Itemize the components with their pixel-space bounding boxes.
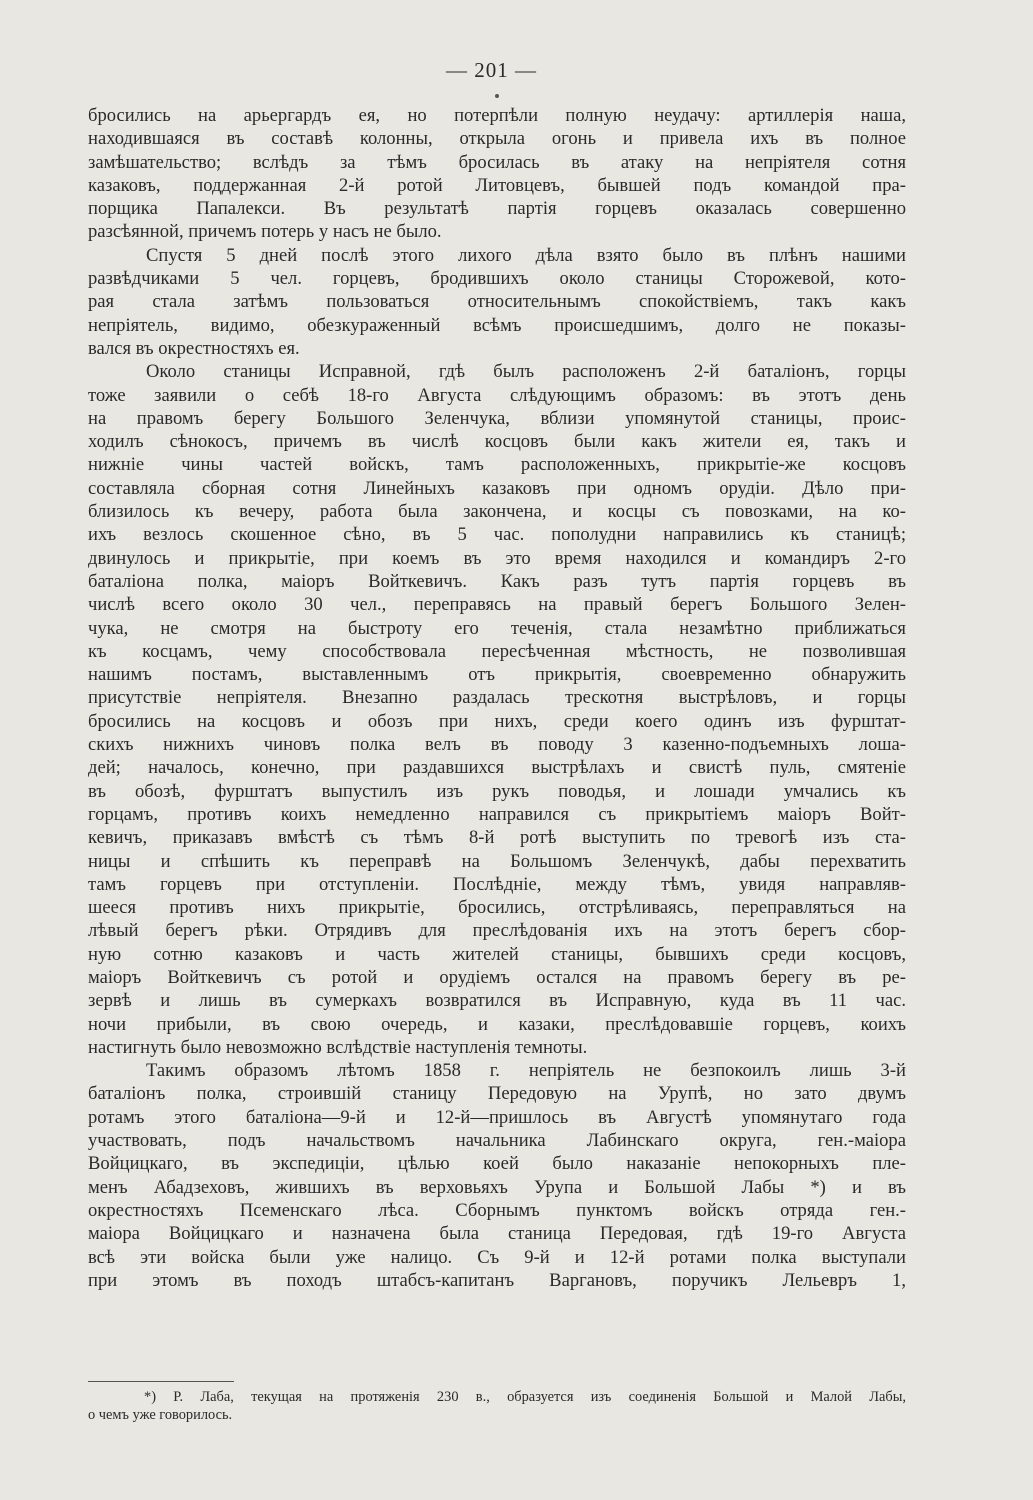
text-line: Около станицы Исправной, гдѣ былъ расположенъ 2-й баталіонъ, горцы (146, 361, 906, 383)
text-line: нижніе чины частей войскъ, тамъ расположенныхъ, прикрытіе-же косцовъ (88, 454, 906, 476)
text-line: лѣвый берегъ рѣки. Отрядивъ для преслѣдованія ихъ на этотъ берегъ сбор- (88, 920, 906, 942)
text-line: баталіона полка, маіоръ Войткевичъ. Какъ разъ тутъ партія горцевъ въ (88, 570, 906, 592)
footnote-rule (88, 1381, 234, 1382)
text-line: окрестностяхъ Псеменскаго лѣса. Сборнымъ пунктомъ войскъ отряда ген.- (88, 1199, 906, 1221)
text-line: числѣ всего около 30 чел., переправясь на правый берегъ Большого Зелен- (88, 594, 906, 616)
text-line: маіора Войцицкаго и назначена была станица Передовая, гдѣ 19-го Августа (88, 1223, 906, 1245)
text-line: дей; началось, конечно, при раздавшихся выстрѣлахъ и свистѣ пуль, смятеніе (88, 757, 906, 779)
text-line: въ обозѣ, фурштатъ выпустилъ изъ рукъ поводья, и лошади умчались къ (88, 780, 906, 802)
text-line: къ косцамъ, чему способствовала пересѣченная мѣстность, не позволившая (88, 640, 906, 662)
text-line: ницы и спѣшить къ переправѣ на Большомъ Зеленчукѣ, дабы перехватить (88, 850, 906, 872)
text-line: на правомъ берегу Большого Зеленчука, вблизи упомянутой станицы, проис- (88, 407, 906, 429)
text-line: присутствіе непріятеля. Внезапно раздалась трескотня выстрѣловъ, и горцы (88, 687, 906, 709)
ink-dot (495, 94, 499, 98)
text-line: настигнуть было невозможно вслѣдствіе наступленія темноты. (88, 1036, 588, 1058)
text-line: находившаяся въ составѣ колонны, открыла огонь и привела ихъ въ полное (88, 128, 906, 150)
text-line: развѣдчиками 5 чел. горцевъ, бродившихъ около станицы Сторожевой, кото- (88, 268, 906, 290)
text-line: казаковъ, поддержанная 2-й ротой Литовцевъ, бывшей подъ командой пра- (88, 174, 906, 196)
text-line: зервѣ и лишь въ сумеркахъ возвратился въ Исправную, куда въ 11 час. (88, 990, 906, 1012)
text-line: Войцицкаго, въ экспедиціи, цѣлью коей было наказаніе непокорныхъ пле- (88, 1153, 906, 1175)
text-line: вался въ окрестностяхъ ея. (88, 337, 300, 359)
text-line: ходилъ сѣнокосъ, причемъ въ числѣ косцовъ были какъ жители ея, такъ и (88, 431, 906, 453)
footnote-line: *) Р. Лаба, текущая на протяженія 230 в., образуется изъ соединенія Большой и Малой Лабы, (144, 1389, 906, 1405)
text-line: скихъ нижнихъ чиновъ полка велъ въ поводу 3 казенно-подъемныхъ лоша- (88, 734, 906, 756)
main-text (88, 104, 906, 1292)
text-line: составляла сборная сотня Линейныхъ казаковъ при одномъ орудіи. Дѣло при- (88, 477, 906, 499)
text-line: при этомъ въ походъ штабсъ-капитанъ Варгановъ, поручикъ Лельевръ 1, (88, 1269, 906, 1291)
text-line: маіоръ Войткевичъ съ ротой и орудіемъ остался на правомъ берегу въ ре- (88, 966, 906, 988)
text-line: шееся противъ нихъ прикрытіе, бросились, отстрѣливаясь, переправляться на (88, 897, 906, 919)
text-line: непріятель, видимо, обезкураженный всѣмъ происшедшимъ, долго не показы- (88, 314, 906, 336)
text-line: рая стала затѣмъ пользоваться относительнымъ спокойствіемъ, такъ какъ (88, 291, 906, 313)
page-number: — 201 — (446, 58, 537, 82)
text-line: горцамъ, противъ коихъ немедленно направился съ прикрытіемъ маіоръ Войт- (88, 803, 906, 825)
text-line: баталіонъ полка, строившій станицу Передовую на Урупѣ, но зато двумъ (88, 1083, 906, 1105)
text-line: всѣ эти войска были уже налицо. Съ 9-й и 12-й ротами полка выступали (88, 1246, 906, 1268)
text-line: чука, не смотря на быстроту его теченія, стала незамѣтно приближаться (88, 617, 906, 639)
text-line: тоже заявили о себѣ 18-го Августа слѣдующимъ образомъ: въ этотъ день (88, 384, 906, 406)
text-line: тамъ горцевъ при отступленіи. Послѣдніе, между тѣмъ, увидя направляв- (88, 873, 906, 895)
text-line: бросились на косцовъ и обозъ при нихъ, среди коего одинъ изъ фурштат- (88, 710, 906, 732)
text-line: близилось къ вечеру, работа была закончена, и косцы съ повозками, на ко- (88, 501, 906, 523)
text-line: бросились на арьергардъ ея, но потерпѣли полную неудачу: артиллерія наша, (88, 105, 906, 126)
text-line: нашимъ постамъ, выставленнымъ отъ прикрытія, своевременно обнаружить (88, 664, 906, 686)
footnote (88, 1388, 906, 1424)
text-line: замѣшательство; вслѣдъ за тѣмъ бросилась въ атаку на непріятеля сотня (88, 151, 906, 173)
text-line: ночи прибыли, въ свою очередь, и казаки, преслѣдовавшіе горцевъ, коихъ (88, 1013, 906, 1035)
text-line: Такимъ образомъ лѣтомъ 1858 г. непріятель не безпокоилъ лишь 3-й (146, 1060, 906, 1082)
text-line: Спустя 5 дней послѣ этого лихого дѣла взято было въ плѣнъ нашими (146, 244, 906, 266)
footnote-line: о чемъ уже говорилось. (88, 1407, 233, 1423)
text-line: ихъ везлось скошенное сѣно, въ 5 час. пополудни направились къ станицѣ; (88, 524, 906, 546)
text-line: ротамъ этого баталіона—9-й и 12-й—пришлось въ Августѣ упомянутаго года (88, 1106, 906, 1128)
text-line: участвовать, подъ начальствомъ начальника Лабинскаго округа, ген.-маіора (88, 1130, 906, 1152)
text-line: кевичъ, приказавъ вмѣстѣ съ тѣмъ 8-й ротѣ выступить по тревогѣ изъ ста- (88, 827, 906, 849)
text-line: порщика Папалекси. Въ результатѣ партія горцевъ оказалась совершенно (88, 198, 906, 220)
text-line: двинулось и прикрытіе, при коемъ въ это время находился и командиръ 2-го (88, 547, 906, 569)
text-line: ную сотню казаковъ и часть жителей станицы, бывшихъ среди косцовъ, (88, 943, 906, 965)
text-line: менъ Абадзеховъ, жившихъ въ верховьяхъ Урупа и Большой Лабы *) и въ (88, 1176, 906, 1198)
text-line: разсѣянной, причемъ потерь у насъ не было. (88, 221, 442, 243)
